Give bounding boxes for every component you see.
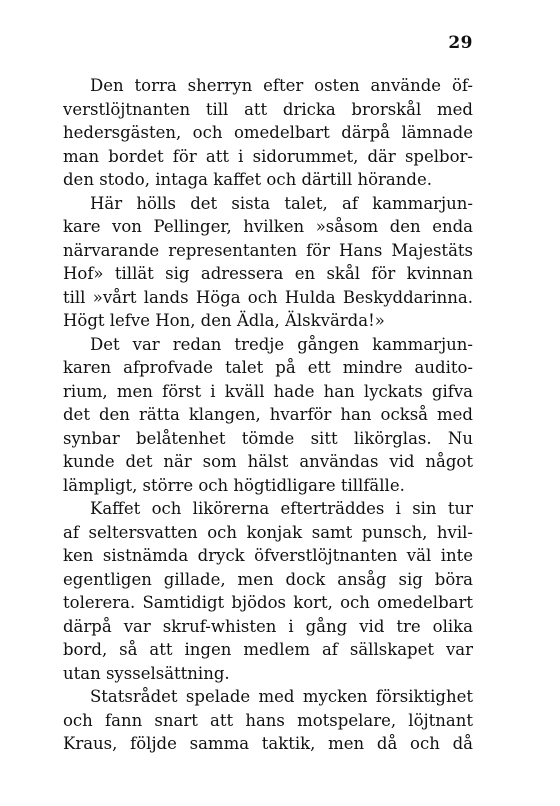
text-line: man bordet för att i sidorummet, där spelbor- [63,146,473,166]
text-line: lämpligt, större och högtidligare tillfälle. [63,475,405,495]
text-line: kunde det när som hälst användas vid något [63,452,473,471]
text-line: och fann snart att hans motspelare, löjtnant [63,710,473,730]
text-line: den stodo, intaga kaffet och därtill hörande. [63,170,432,189]
text-line: Statsrådet spelade med mycken försiktighet [90,687,473,706]
text-line: Här hölls det sista talet, af kammarjun- [90,193,473,213]
text-line: ken sistnämda dryck öfverstlöjtnanten väl inte [63,546,473,565]
text-line: verstlöjtnanten till att dricka brorskål med [63,99,473,119]
text-line: närvarande representanten för Hans Majestäts [63,240,473,260]
text-line: Den torra sherryn efter osten använde öf- [90,76,473,95]
text-line: det den rätta klangen, hvarför han också med [63,405,473,424]
text-line: Hof» tillät sig adressera en skål för kvinnan [63,264,473,283]
text-line: af seltersvatten och konjak samt punsch, hvil- [63,522,473,542]
text-line: därpå var skruf-whisten i gång vid tre olika [63,616,473,636]
text-line: tolerera. Samtidigt bjödos kort, och omedelbart [63,593,473,612]
text-line: egentligen gillade, men dock ansåg sig böra [63,569,473,589]
text-line: Kraus, följde samma taktik, men då och då [63,734,473,753]
text-line: rium, men först i kväll hade han lyckats gifva [63,381,473,401]
body-text [63,74,473,756]
text-line: hedersgästen, och omedelbart därpå lämnade [63,123,473,142]
text-line: karen afprofvade talet på ett mindre audito- [63,358,473,377]
text-line: till »vårt lands Höga och Hulda Beskyddarinna. [63,287,473,307]
text-line: Högt lefve Hon, den Ädla, Älskvärda!» [63,311,385,330]
text-line: utan sysselsättning. [63,663,230,683]
page-number: 29 [448,33,473,53]
text-line: Det var redan tredje gången kammarjun- [90,334,473,354]
text-line: synbar belåtenhet tömde sitt likörglas. Nu [63,428,473,448]
text-line: Kaffet och likörerna efterträddes i sin tur [90,499,473,518]
text-line: bord, så att ingen medlem af sällskapet var [63,640,473,659]
text-line: kare von Pellinger, hvilken »såsom den enda [63,217,473,236]
